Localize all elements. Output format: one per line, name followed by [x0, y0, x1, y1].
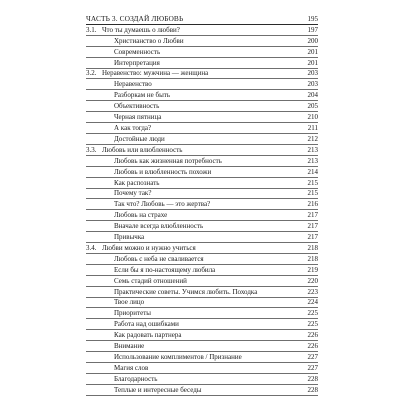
toc-page-number: 203 [307, 69, 318, 78]
toc-page-number: 213 [307, 156, 318, 165]
toc-section-title: Любовь на страхе [114, 211, 168, 220]
toc-section-title: Объективность [114, 102, 160, 111]
toc-page-number: 197 [307, 25, 318, 34]
toc-page-number: 217 [307, 211, 318, 220]
toc-part-page: 195 [307, 14, 318, 23]
toc-section-row [86, 385, 318, 396]
toc-page-number: 218 [307, 254, 318, 263]
toc-section-row [86, 101, 318, 112]
toc-section-title: Магия слов [114, 363, 149, 372]
toc-chapter-title: Любовь или влюбленность [102, 145, 183, 154]
table-of-contents [86, 14, 318, 396]
toc-section-row [86, 156, 318, 167]
toc-section-title: Практические советы. Учимся любить. Походка [114, 287, 258, 296]
toc-page-number: 228 [307, 385, 318, 394]
toc-part-header [86, 14, 318, 25]
toc-section-row [86, 210, 318, 221]
toc-section-title: Неравенство [114, 80, 152, 89]
toc-page-number: 227 [307, 363, 318, 372]
toc-section-row [86, 123, 318, 134]
toc-section-row [86, 178, 318, 189]
toc-section-title: Любовь с неба не сваливается [114, 254, 204, 263]
toc-page-number: 218 [307, 243, 318, 252]
toc-section-title: Приоритеты [114, 309, 151, 318]
toc-page-number: 215 [307, 189, 318, 198]
toc-section-row [86, 308, 318, 319]
toc-section-title: Вначале всегда влюбленность [114, 222, 204, 231]
toc-page-number: 216 [307, 200, 318, 209]
toc-chapter-number: 3.3. [86, 145, 97, 154]
toc-section-title: Работа над ошибками [114, 320, 179, 329]
toc-chapter-row [86, 145, 318, 156]
toc-page-number: 203 [307, 80, 318, 89]
toc-section-row [86, 199, 318, 210]
toc-page-number: 214 [307, 167, 318, 176]
toc-page-number: 201 [307, 58, 318, 67]
toc-section-row [86, 287, 318, 298]
toc-section-row [86, 79, 318, 90]
toc-page-number: 215 [307, 178, 318, 187]
toc-section-row [86, 232, 318, 243]
toc-section-title: Привычка [114, 233, 145, 242]
toc-section-row [86, 167, 318, 178]
toc-page-number: 225 [307, 320, 318, 329]
toc-chapter-number: 3.1. [86, 25, 97, 34]
toc-chapter-row [86, 25, 318, 36]
toc-chapter-title: Неравенство: мужчина — женщина [102, 69, 209, 78]
toc-section-row [86, 36, 318, 47]
toc-section-title: Как распознать [114, 178, 160, 187]
toc-section-row [86, 265, 318, 276]
toc-section-row [86, 319, 318, 330]
toc-section-row [86, 330, 318, 341]
toc-section-row [86, 363, 318, 374]
toc-page-number: 205 [307, 102, 318, 111]
toc-part-title: ЧАСТЬ 3. СОЗДАЙ ЛЮБОВЬ [86, 13, 184, 23]
toc-page-number: 212 [307, 134, 318, 143]
toc-chapter-number: 3.4. [86, 243, 97, 252]
toc-section-row [86, 189, 318, 200]
toc-section-row [86, 58, 318, 69]
toc-section-row [86, 352, 318, 363]
toc-section-title: Интерпретация [114, 58, 160, 67]
toc-section-title: Черная пятница [114, 113, 162, 122]
toc-section-title: Использование комплиментов / Признание [114, 353, 242, 361]
toc-page-number: 200 [307, 36, 318, 45]
toc-chapter-row [86, 69, 318, 80]
toc-section-row [86, 47, 318, 58]
toc-section-row [86, 221, 318, 232]
toc-section-title: Любовь как жизненная потребность [114, 156, 222, 165]
toc-section-row [86, 374, 318, 385]
toc-page-number: 224 [307, 298, 318, 307]
toc-section-row [86, 298, 318, 309]
toc-chapter-title: Любви можно и нужно учиться [102, 243, 196, 252]
toc-section-row [86, 90, 318, 101]
toc-page-number: 217 [307, 222, 318, 231]
toc-page-number: 228 [307, 374, 318, 383]
toc-section-title: Почему так? [114, 189, 152, 198]
toc-section-title: Разборкам не быть [114, 91, 171, 100]
toc-page-number: 226 [307, 331, 318, 340]
toc-section-row [86, 112, 318, 123]
toc-page-number: 223 [307, 287, 318, 296]
toc-chapter-number: 3.2. [86, 69, 97, 78]
toc-page-number: 220 [307, 276, 318, 285]
toc-section-title: Достойные люди [114, 134, 165, 143]
toc-chapter-title: Что ты думаешь о любви? [102, 25, 180, 34]
toc-section-title: Как радовать партнера [114, 331, 182, 340]
toc-page-number: 201 [307, 47, 318, 56]
toc-section-title: Современность [114, 47, 161, 56]
toc-page-number: 204 [307, 91, 318, 100]
toc-page-number: 219 [307, 265, 318, 274]
toc-section-title: Семь стадий отношений [114, 276, 187, 285]
toc-section-title: Любовь и влюбленность похожи [114, 167, 212, 176]
toc-section-title: Если бы я по-настоящему любила [114, 265, 216, 274]
toc-section-row [86, 134, 318, 145]
toc-section-title: А как тогда? [114, 123, 152, 132]
toc-section-title: Христианство о Любви [114, 36, 184, 45]
toc-page-number: 227 [307, 353, 318, 361]
toc-page-number: 225 [307, 309, 318, 318]
toc-page-number: 211 [307, 123, 318, 132]
toc-page-number: 226 [307, 342, 318, 351]
toc-section-title: Благодарность [114, 374, 158, 383]
toc-section-row [86, 276, 318, 287]
toc-section-title: Так что? Любовь — это жертва? [114, 200, 211, 209]
toc-page-number: 213 [307, 145, 318, 154]
toc-chapter-row [86, 243, 318, 254]
toc-page-number: 210 [307, 113, 318, 122]
toc-section-row [86, 254, 318, 265]
toc-page-number: 217 [307, 233, 318, 242]
toc-section-title: Твое лицо [114, 298, 145, 307]
toc-section-row [86, 341, 318, 352]
toc-section-title: Внимание [114, 342, 145, 351]
toc-section-title: Теплые и интересные беседы [114, 385, 202, 394]
